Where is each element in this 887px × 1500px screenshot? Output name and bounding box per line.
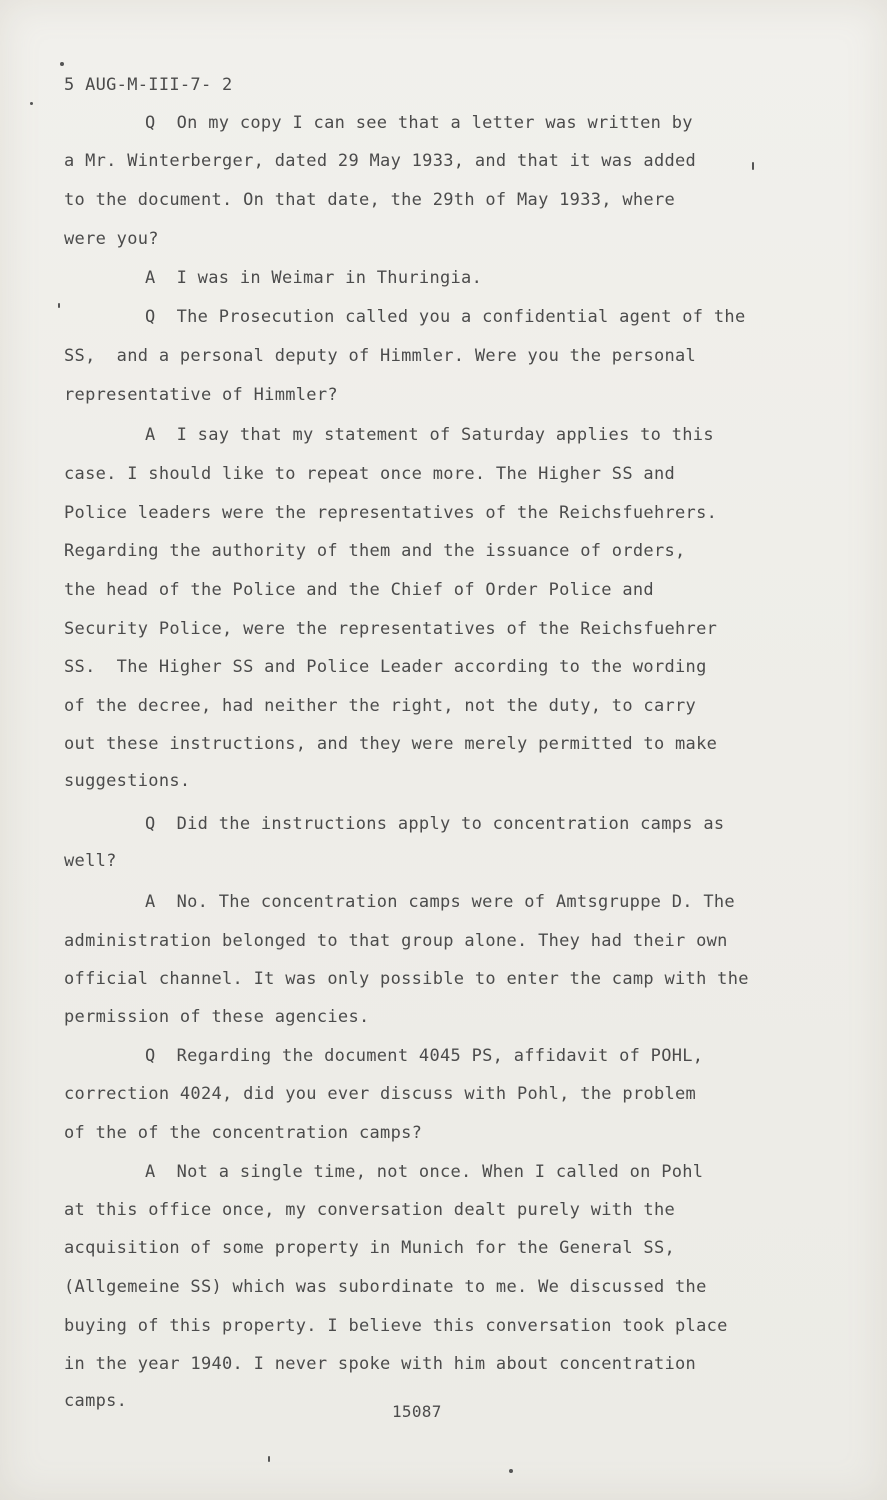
text-line: Security Police, were the representatives of the Reichsfuehrer	[64, 619, 718, 639]
punch-mark	[752, 162, 754, 170]
text-line: Police leaders were the representatives of the Reichsfuehrers.	[64, 503, 718, 523]
text-line: camps.	[64, 1391, 128, 1411]
text-line: Q On my copy I can see that a letter was written by	[145, 113, 693, 133]
page-number: 15087	[392, 1402, 442, 1421]
text-line: Q The Prosecution called you a confidential agent of the	[145, 307, 746, 327]
punch-mark	[30, 102, 33, 105]
text-line: in the year 1940. I never spoke with him about concentration	[64, 1354, 697, 1374]
text-line: permission of these agencies.	[64, 1007, 370, 1027]
text-line: A I say that my statement of Saturday applies to this	[145, 425, 714, 445]
text-line: (Allgemeine SS) which was subordinate to me. We discussed the	[64, 1277, 707, 1297]
text-line: to the document. On that date, the 29th of May 1933, where	[64, 190, 676, 210]
text-line: buying of this property. I believe this conversation took place	[64, 1316, 728, 1336]
text-line: of the decree, had neither the right, not the duty, to carry	[64, 696, 697, 716]
text-line: official channel. It was only possible to enter the camp with the	[64, 969, 749, 989]
text-line: at this office once, my conversation dealt purely with the	[64, 1200, 676, 1220]
text-line: SS. The Higher SS and Police Leader according to the wording	[64, 657, 707, 677]
punch-mark	[60, 62, 64, 66]
text-line: suggestions.	[64, 771, 191, 791]
text-line: Regarding the authority of them and the issuance of orders,	[64, 541, 686, 561]
text-line: Q Regarding the document 4045 PS, affidavit of POHL,	[145, 1046, 704, 1066]
text-line: were you?	[64, 229, 159, 249]
punch-mark	[58, 303, 60, 308]
text-line: the head of the Police and the Chief of Order Police and	[64, 580, 654, 600]
text-line: representative of Himmler?	[64, 385, 338, 405]
text-line: administration belonged to that group alone. They had their own	[64, 931, 728, 951]
text-line: A Not a single time, not once. When I called on Pohl	[145, 1162, 704, 1182]
text-line: SS, and a personal deputy of Himmler. Were you the personal	[64, 346, 697, 366]
text-line: correction 4024, did you ever discuss with Pohl, the problem	[64, 1084, 697, 1104]
text-line: of the of the concentration camps?	[64, 1123, 423, 1143]
text-line: acquisition of some property in Munich for the General SS,	[64, 1238, 676, 1258]
text-line: case. I should like to repeat once more. The Higher SS and	[64, 464, 676, 484]
punch-mark	[509, 1469, 513, 1473]
text-line: out these instructions, and they were merely permitted to make	[64, 734, 718, 754]
text-line: A No. The concentration camps were of Amtsgruppe D. The	[145, 892, 735, 912]
text-line: Q Did the instructions apply to concentration camps as	[145, 814, 725, 834]
text-line: A I was in Weimar in Thuringia.	[145, 268, 483, 288]
punch-mark	[268, 1456, 270, 1462]
text-line: a Mr. Winterberger, dated 29 May 1933, and that it was added	[64, 151, 697, 171]
page-header: 5 AUG-M-III-7- 2	[64, 75, 233, 95]
text-line: well?	[64, 851, 117, 871]
